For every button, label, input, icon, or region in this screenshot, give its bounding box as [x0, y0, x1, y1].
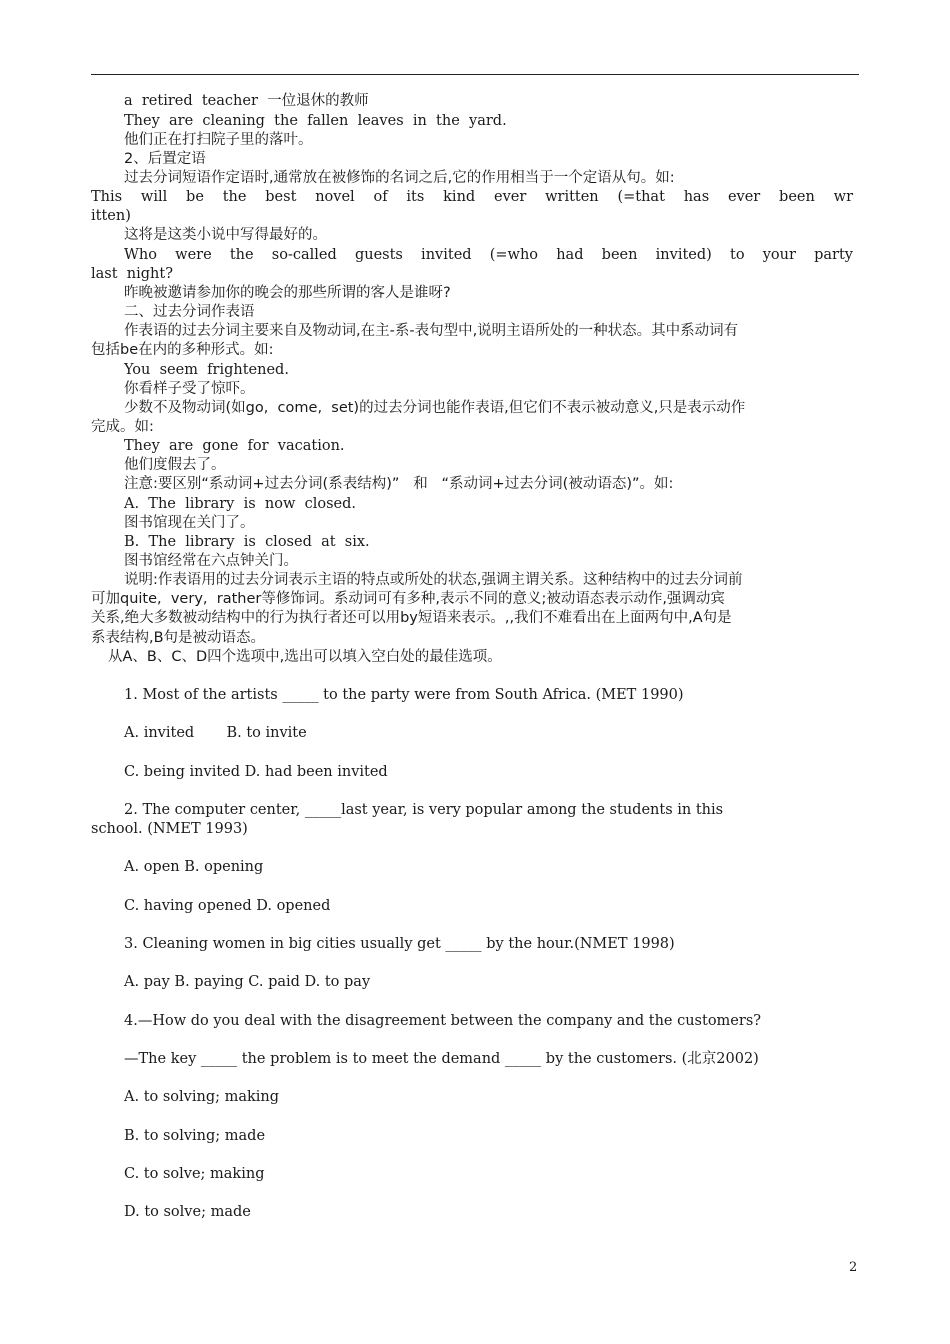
text-line: 2、后置定语: [124, 151, 206, 167]
text-line: C. to solve; making: [124, 1166, 265, 1182]
text-line: C. having opened D. opened: [124, 898, 331, 914]
text-line: 你看样子受了惊吓。: [124, 381, 255, 397]
text-line: 从A、B、C、D四个选项中,选出可以填入空白处的最佳选项。: [108, 649, 502, 665]
text-line: C. being invited D. had been invited: [124, 764, 388, 780]
text-line: 完成。如:: [91, 419, 154, 435]
text-line: 过去分词短语作定语时,通常放在被修饰的名词之后,它的作用相当于一个定语从句。如:: [124, 170, 675, 186]
text-line: 可加quite, very, rather等修饰词。系动词可有多种,表示不同的意义;被动语态表示动作,强调动宾: [91, 591, 725, 607]
text-line: 少数不及物动词(如go, come, set)的过去分词也能作表语,但它们不表示被动意义,只是表示动作: [124, 400, 746, 416]
text-line: a retired teacher 一位退休的教师: [124, 93, 369, 109]
text-line: 1. Most of the artists _____ to the party were from South Africa. (MET 1990): [124, 687, 684, 703]
text-line: 2. The computer center, _____last year, is very popular among the students in this: [124, 802, 724, 818]
text-line: A. invited B. to invite: [124, 725, 307, 741]
text-line: school. (NMET 1993): [91, 821, 248, 837]
text-line: 他们正在打扫院子里的落叶。: [124, 132, 313, 148]
text-line: 3. Cleaning women in big cities usually get _____ by the hour.(NMET 1998): [124, 936, 675, 952]
text-line: 图书馆经常在六点钟关门。: [124, 553, 298, 569]
text-line: B. to solving; made: [124, 1128, 266, 1144]
text-line: B. The library is closed at six.: [124, 534, 370, 550]
text-line: 注意:要区别“系动词+过去分词(系表结构)” 和 “系动词+过去分词(被动语态)”。如:: [124, 476, 674, 492]
header-rule: [91, 74, 859, 75]
text-line: 关系,绝大多数被动结构中的行为执行者还可以用by短语来表示。,,我们不难看出在上面两句中,A句是: [91, 610, 732, 626]
text-line: 包括be在内的多种形式。如:: [91, 342, 274, 358]
text-line: They are gone for vacation.: [124, 438, 345, 454]
text-line: 二、过去分词作表语: [124, 304, 255, 320]
text-line: A. to solving; making: [124, 1089, 280, 1105]
text-line: They are cleaning the fallen leaves in the yard.: [124, 113, 507, 129]
text-line: 4.—How do you deal with the disagreement between the company and the customers?: [124, 1013, 762, 1029]
text-line: 他们度假去了。: [124, 457, 226, 473]
text-line: 说明:作表语用的过去分词表示主语的特点或所处的状态,强调主谓关系。这种结构中的过去分词前: [124, 572, 743, 588]
text-line: 系表结构,B句是被动语态。: [91, 630, 266, 646]
text-line: Who were the so-called guests invited (=who had been invited) to your party: [124, 247, 853, 263]
text-line: itten): [91, 208, 131, 224]
text-line: —The key _____ the problem is to meet the demand _____ by the customers. (北京2002): [124, 1051, 759, 1067]
text-line: A. The library is now closed.: [124, 496, 356, 512]
text-line: D. to solve; made: [124, 1204, 251, 1220]
text-line: This will be the best novel of its kind ever written (=that has ever been wr: [91, 189, 853, 205]
text-line: 作表语的过去分词主要来自及物动词,在主-系-表句型中,说明主语所处的一种状态。其中系动词有: [124, 323, 739, 339]
text-line: A. pay B. paying C. paid D. to pay: [124, 974, 371, 990]
page-number: 2: [849, 1260, 858, 1275]
text-line: 图书馆现在关门了。: [124, 515, 255, 531]
text-line: A. open B. opening: [124, 859, 264, 875]
text-line: You seem frightened.: [124, 362, 289, 378]
text-line: last night?: [91, 266, 173, 282]
text-line: 昨晚被邀请参加你的晚会的那些所谓的客人是谁呀?: [124, 285, 451, 301]
text-line: 这将是这类小说中写得最好的。: [124, 227, 327, 243]
